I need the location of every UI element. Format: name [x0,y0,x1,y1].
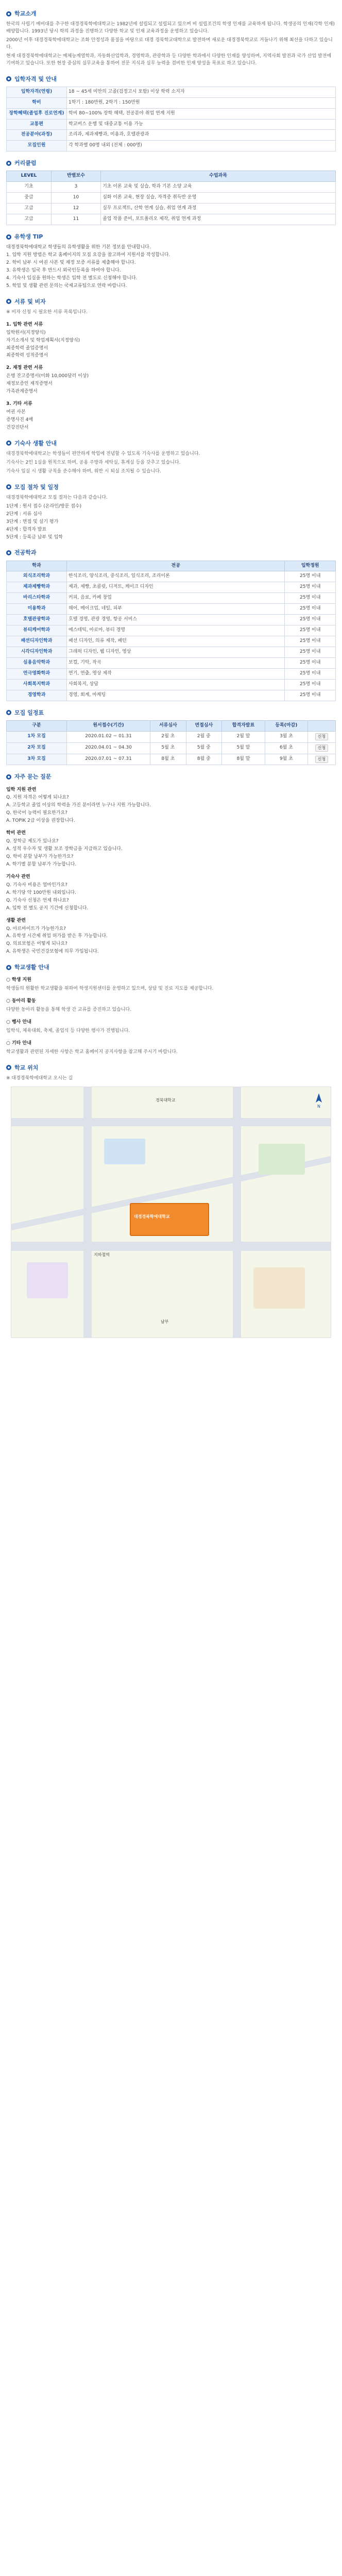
table-row [7,679,336,690]
section-title-location: 학교 위치 [6,1063,336,1072]
list-item: 3단계 : 면접 및 실기 평가 [6,519,59,524]
list-item: 자기소개서 및 학업계획서(지정양식) [6,337,80,343]
apply-button[interactable]: 신청 [315,744,328,752]
table-cell: 고급 [7,204,52,214]
table-row [7,636,336,647]
location-note: ※ 대경경북학에대학교 오시는 길 [6,1075,73,1081]
row-label: 모집인원 [7,141,67,151]
column-header: 학과 [7,561,67,571]
table-cell: 25명 이내 [285,571,336,582]
list-item: 재정보증인 재직증명서 [6,381,53,387]
table-cell: 25명 이내 [285,657,336,668]
column-header [307,720,335,731]
list-item: 입학원서(지정양식) [6,330,46,335]
table-cell: 12 [51,204,100,214]
process-list [6,503,336,541]
table-cell: 2월 말 [221,731,265,742]
group-heading: 1. 입학 관련 서류 [6,321,43,327]
faq-list [6,838,336,869]
bullet-icon [6,161,11,166]
group-heading: 3. 기타 서류 [6,401,32,407]
group-text: 입학식, 체육대회, 축제, 졸업식 등 다양한 행사가 진행됩니다. [6,1028,130,1034]
group-heading: ○ 기타 안내 [6,1040,31,1046]
table-row [7,668,336,679]
table-cell [307,731,335,742]
table-cell: 1차 모집 [7,731,67,742]
table-cell: 심화 이론 교육, 현장 실습, 자격증 취득반 운영 [101,193,336,204]
group-text: 다양한 동아리 활동을 통해 학생 간 교류를 증진하고 있습니다. [6,1007,132,1013]
docs-list [6,373,336,396]
table-cell: 미용학과 [7,604,67,615]
table-row [7,690,336,701]
table-row [7,571,336,582]
apply-button[interactable]: 신청 [315,733,328,740]
table-cell: 25명 이내 [285,615,336,625]
table-cell: 그래픽 디자인, 웹 디자인, 영상 [67,647,285,658]
row-label: 장학혜택(졸업후 진로연계) [7,108,67,119]
table-cell: 사회복지학과 [7,679,67,690]
table-cell: 5월 초 [150,742,186,754]
row-value: 18 ~ 45세 미만의 고졸(검정고시 포함) 이상 학력 소지자 [67,87,336,97]
table-cell: 8월 말 [221,754,265,765]
list-item: 여권 사본 [6,410,26,415]
list-item: Q. 장학금 제도가 있나요? [6,839,59,844]
list-item: Q. 지원 자격은 어떻게 되나요? [6,795,69,801]
table-cell: 졸업 작품 준비, 포트폴리오 제작, 취업 연계 과정 [101,214,336,225]
table-cell: 제과제빵학과 [7,582,67,593]
column-header: 구분 [7,720,67,731]
section-title-tip: 유학생 TIP [6,232,336,241]
table-cell: 25명 이내 [285,647,336,658]
table-cell: 고급 [7,214,52,225]
compass-icon [313,1092,325,1109]
table-row [7,625,336,636]
curriculum-table [6,171,336,225]
list-item: 대경경북학에대학교 학생들의 유학생활을 위한 기본 정보를 안내합니다. [6,245,151,250]
intro-paragraph: 한국의 사립기 예비대를 추구한 대경경북학에대학교는 1982년에 설립되고 설립되고 있으며 비 설립조건의 학생 인재를 교육하게 됩니다. 학생공의 인재(각학 인재) 배양합니다. 1993년 당시 학의 과정을 진행하고 다양한 학교 및 인재 교육과정을 운영하고 있습니다. [6,22,335,34]
table-cell: 6월 초 [265,742,307,754]
faq-groups [6,787,336,956]
section-title-schedule: 모집 일정표 [6,708,336,717]
map-building [253,1267,305,1309]
table-cell: 뷰티케어학과 [7,625,67,636]
section-title-life: 학교생활 안내 [6,963,336,972]
row-value: 1학기 : 180만원, 2학기 : 150만원 [67,97,336,108]
row-label: 입학자격(연령) [7,87,67,97]
list-item: Q. 아르바이트가 가능한가요? [6,926,66,931]
list-item: Q. 의료보험은 어떻게 되나요? [6,941,67,947]
table-cell: 25명 이내 [285,593,336,604]
table-cell: 경영, 회계, 마케팅 [67,690,285,701]
list-item: Q. 기숙사 신청은 언제 하나요? [6,897,69,903]
list-item: A. TOPIK 2급 이상을 권장합니다. [6,818,75,824]
list-item: A. 유학생은 국민건강보험에 의무 가입됩니다. [6,949,99,955]
list-item: A. 학기별 분할 납부가 가능합니다. [6,861,77,867]
map-label-station: 지하철역 [94,1252,110,1257]
bullet-icon [6,965,11,970]
table-cell: 8월 초 [150,754,186,765]
list-item: A. 유학생 시간제 취업 허가를 받은 후 가능합니다. [6,934,108,939]
group-text: 학생들의 원활한 학교생활을 위하여 학생지원센터를 운영하고 있으며, 상담 및 진로 지도를 제공합니다. [6,986,214,992]
list-item: 증명사진 4매 [6,417,33,423]
table-cell: 25명 이내 [285,582,336,593]
dorm-paragraph: 기숙사는 2인 1실을 원칙으로 하며, 공용 주방과 세탁실, 휴게실 등을 갖추고 있습니다. [6,460,181,465]
table-row [7,647,336,658]
row-value: 각 학과별 00명 내외 (전체 : 000명) [67,141,336,151]
section-title-docs: 서류 및 비자 [6,297,336,306]
list-item: 4. 기숙사 입실을 원하는 학생은 입학 전 별도로 신청해야 합니다. [6,275,138,281]
table-cell: 2월 중 [186,731,221,742]
group-heading: ○ 행사 안내 [6,1020,31,1025]
dorm-paragraph: 대경경북학에대학교는 학생들이 편안하게 학업에 전념할 수 있도록 기숙사를 운영하고 있습니다. [6,451,200,456]
table-cell: 사회복지, 상담 [67,679,285,690]
group-heading: 2. 재정 관련 서류 [6,365,43,371]
table-cell: 패션 디자인, 의류 제작, 패턴 [67,636,285,647]
section-title-dorm: 기숙사 생활 안내 [6,439,336,448]
table-cell: 5월 말 [221,742,265,754]
svg-text:N: N [317,1104,320,1109]
bullet-icon [6,299,11,304]
docs-intro: ※ 비자 신청 시 필요한 서류 목록입니다. [6,309,88,315]
list-item: 최종학력 졸업증명서 [6,345,48,351]
table-row [7,604,336,615]
table-cell: 2020.01.02 ~ 01.31 [67,731,150,742]
bullet-icon [6,11,11,16]
bullet-icon [6,440,11,446]
group-heading: 학비 관련 [6,831,26,836]
table-row [7,742,336,754]
table-row [7,754,336,765]
section-title-faq: 자주 묻는 질문 [6,772,336,781]
table-row [7,731,336,742]
apply-button[interactable]: 신청 [315,756,328,763]
table-row [7,87,336,97]
table-cell: 헤어, 메이크업, 네일, 피부 [67,604,285,615]
column-header: 합격자발표 [221,720,265,731]
table-cell: 커피, 음료, 카페 창업 [67,593,285,604]
tip-list [6,244,336,290]
table-row [7,193,336,204]
list-item: A. 입학 전 별도 공지 기간에 신청합니다. [6,905,89,911]
row-label: 전공분야(과정) [7,130,67,141]
table-row [7,657,336,668]
group-heading: ○ 동아리 활동 [6,998,36,1004]
column-header: 반별보수 [51,171,100,182]
table-cell: 연극영화학과 [7,668,67,679]
schedule-table [6,720,336,766]
list-item: A. 고등학교 졸업 이상의 학력을 가진 분이라면 누구나 지원 가능합니다. [6,803,151,808]
column-header: 서류심사 [150,720,186,731]
table-row [7,97,336,108]
table-cell: 시각디자인학과 [7,647,67,658]
list-item: Q. 한국어 능력이 필요한가요? [6,810,67,816]
row-value: 조리과, 제과제빵과, 미용과, 호텔관광과 [67,130,336,141]
faq-list [6,794,336,825]
list-item: 가족관계증명서 [6,389,38,395]
table-cell: 2020.04.01 ~ 04.30 [67,742,150,754]
bullet-icon [6,710,11,715]
bullet-icon [6,1065,11,1070]
row-value: 학비 80~100% 장학 혜택, 전공분야 취업 연계 지원 [67,108,336,119]
table-cell: 2차 모집 [7,742,67,754]
table-row [7,119,336,130]
column-header: 면접심사 [186,720,221,731]
table-cell: 제과, 제빵, 초콜릿, 디저트, 케이크 디자인 [67,582,285,593]
list-item: Q. 학비 분할 납부가 가능한가요? [6,854,74,860]
docs-list [6,409,336,432]
list-item: Q. 기숙사 비용은 얼마인가요? [6,882,67,888]
list-item: 최종학력 성적증명서 [6,353,48,359]
section-title-process: 모집 절차 및 일정 [6,483,336,492]
list-item: 4단계 : 합격자 발표 [6,527,47,532]
table-cell: 호텔 경영, 관광 경영, 항공 서비스 [67,615,285,625]
row-value: 학교버스 운행 및 대중교통 이용 가능 [67,119,336,130]
map-building [104,1139,145,1164]
table-row [7,214,336,225]
table-cell: 25명 이내 [285,668,336,679]
table-cell: 3월 초 [265,731,307,742]
table-cell: 8월 중 [186,754,221,765]
group-heading: ○ 학생 지원 [6,977,31,983]
column-header: LEVEL [7,171,52,182]
table-cell: 한식조리, 양식조리, 중식조리, 일식조리, 조리이론 [67,571,285,582]
table-row [7,108,336,119]
column-header: 수업과목 [101,171,336,182]
table-cell: 에스테틱, 아로마, 뷰티 경영 [67,625,285,636]
table-cell: 25명 이내 [285,625,336,636]
list-item: A. 성적 우수자 및 생활 보조 장학금을 지급하고 있습니다. [6,846,123,852]
group-heading: 기숙사 관련 [6,874,30,879]
table-cell: 10 [51,193,100,204]
life-groups [6,977,336,1056]
list-item: A. 학기당 약 100만원 내외입니다. [6,890,76,895]
campus-map[interactable] [11,1087,331,1338]
table-cell: 25명 이내 [285,636,336,647]
table-cell: 실무 프로젝트, 산학 연계 실습, 취업 연계 과정 [101,204,336,214]
row-label: 교통편 [7,119,67,130]
intro-paragraph: 현재 대경경북학에대학교는 예체능계열학과, 자동화산업학과, 경영학과, 관광학과 등 다양한 학과에서 다양한 인재를 양성하며, 지역사회 발전과 국가 산업 발전에 기여하고 있습니다. 또한 현장 중심의 실무교육을 통하여 전문 지식과 실무 능력을 겸비한 인재 양성을 목표로 하고 있습니다. [6,53,332,66]
column-header: 전공 [67,561,285,571]
list-item: 1. 입학 지원 방법은 학교 홈페이지의 모집 요강을 참고하여 지원서를 작성합니다. [6,252,170,258]
table-row [7,130,336,141]
table-cell: 중급 [7,193,52,204]
column-header: 입학정원 [285,561,336,571]
section-title-overview: 입학자격 및 안내 [6,75,336,83]
table-cell: 기초 이론 교육 및 실습, 학과 기본 소양 교육 [101,182,336,193]
column-header: 등록(마감) [265,720,307,731]
table-cell: 11 [51,214,100,225]
bullet-icon [6,484,11,489]
bullet-icon [6,774,11,779]
campus-label: 대경경북학에대학교 [134,1214,170,1219]
table-cell: 25명 이내 [285,604,336,615]
list-item: 2. 학비 납부 시 여권 사본 및 재정 보증 서류를 제출해야 합니다. [6,260,136,265]
table-cell: 3차 모집 [7,754,67,765]
group-text: 학교생활과 관련된 자세한 사항은 학교 홈페이지 공지사항을 참고해 주시기 바랍니다. [6,1049,178,1055]
table-cell: 경영학과 [7,690,67,701]
map-road [233,1087,241,1337]
section-title-intro: 학교소개 [6,9,336,18]
table-cell: 25명 이내 [285,679,336,690]
list-item: 건강진단서 [6,425,29,430]
map-building [259,1144,305,1175]
table-row [7,582,336,593]
faq-list [6,882,336,912]
table-cell: 연기, 연출, 영상 제작 [67,668,285,679]
table-cell: 25명 이내 [285,690,336,701]
list-item: 3. 유학생은 입국 후 반드시 외국인등록을 하여야 합니다. [6,267,121,273]
table-cell: 기초 [7,182,52,193]
table-cell: 2020.07.01 ~ 07.31 [67,754,150,765]
table-cell: 9월 초 [265,754,307,765]
table-cell: 보컬, 기악, 작곡 [67,657,285,668]
bullet-icon [6,234,11,240]
table-cell: 5월 중 [186,742,221,754]
group-heading: 생활 관련 [6,918,26,923]
row-label: 학비 [7,97,67,108]
table-cell: 2월 초 [150,731,186,742]
table-cell [307,754,335,765]
table-row [7,182,336,193]
faq-list [6,926,336,956]
table-cell: 호텔관광학과 [7,615,67,625]
process-intro: 대경경북학에대학교 모집 절차는 다음과 같습니다. [6,495,108,500]
docs-groups [6,321,336,432]
map-building [27,1262,68,1298]
bullet-icon [6,550,11,555]
list-item: 1단계 : 원서 접수 (온라인/방문 접수) [6,503,82,509]
map-road [11,1242,331,1251]
table-row [7,204,336,214]
map-label-north: 경북대학교 [156,1097,176,1103]
table-row [7,593,336,604]
table-cell: 패션디자인학과 [7,636,67,647]
table-cell: 외식조리학과 [7,571,67,582]
table-cell: 바리스타학과 [7,593,67,604]
list-item: 은행 잔고증명서(미화 10,000달러 이상) [6,374,89,379]
section-title-curriculum: 커리큘럼 [6,159,336,167]
table-cell [307,742,335,754]
group-heading: 입학 지원 관련 [6,787,37,792]
list-item: 5단계 : 등록금 납부 및 입학 [6,534,63,540]
docs-list [6,330,336,360]
map-label-south: 남부 [161,1319,169,1324]
table-row [7,141,336,151]
majors-table [6,561,336,701]
list-item: 2단계 : 서류 심사 [6,511,42,517]
overview-table [6,87,336,152]
table-row [7,615,336,625]
map-road [11,1118,331,1126]
list-item: 5. 학업 및 생활 관련 문의는 국제교류팀으로 연락 바랍니다. [6,283,127,289]
table-cell: 3 [51,182,100,193]
table-cell: 실용음악학과 [7,657,67,668]
dorm-paragraph: 기숙사 입실 시 생활 규칙을 준수해야 하며, 위반 시 퇴실 조치될 수 있습니다. [6,468,161,474]
bullet-icon [6,76,11,81]
intro-paragraph: 2000년 이후 대경경북학에대학교는 조화 안정성과 품질을 바탕으로 대경 경북학교대학으로 발전하며 새로운 대경경북학교로 거듭나기 위해 최선을 다하고 있습니다. [6,37,333,50]
column-header: 원서접수(기간) [67,720,150,731]
section-title-majors: 전공학과 [6,548,336,557]
